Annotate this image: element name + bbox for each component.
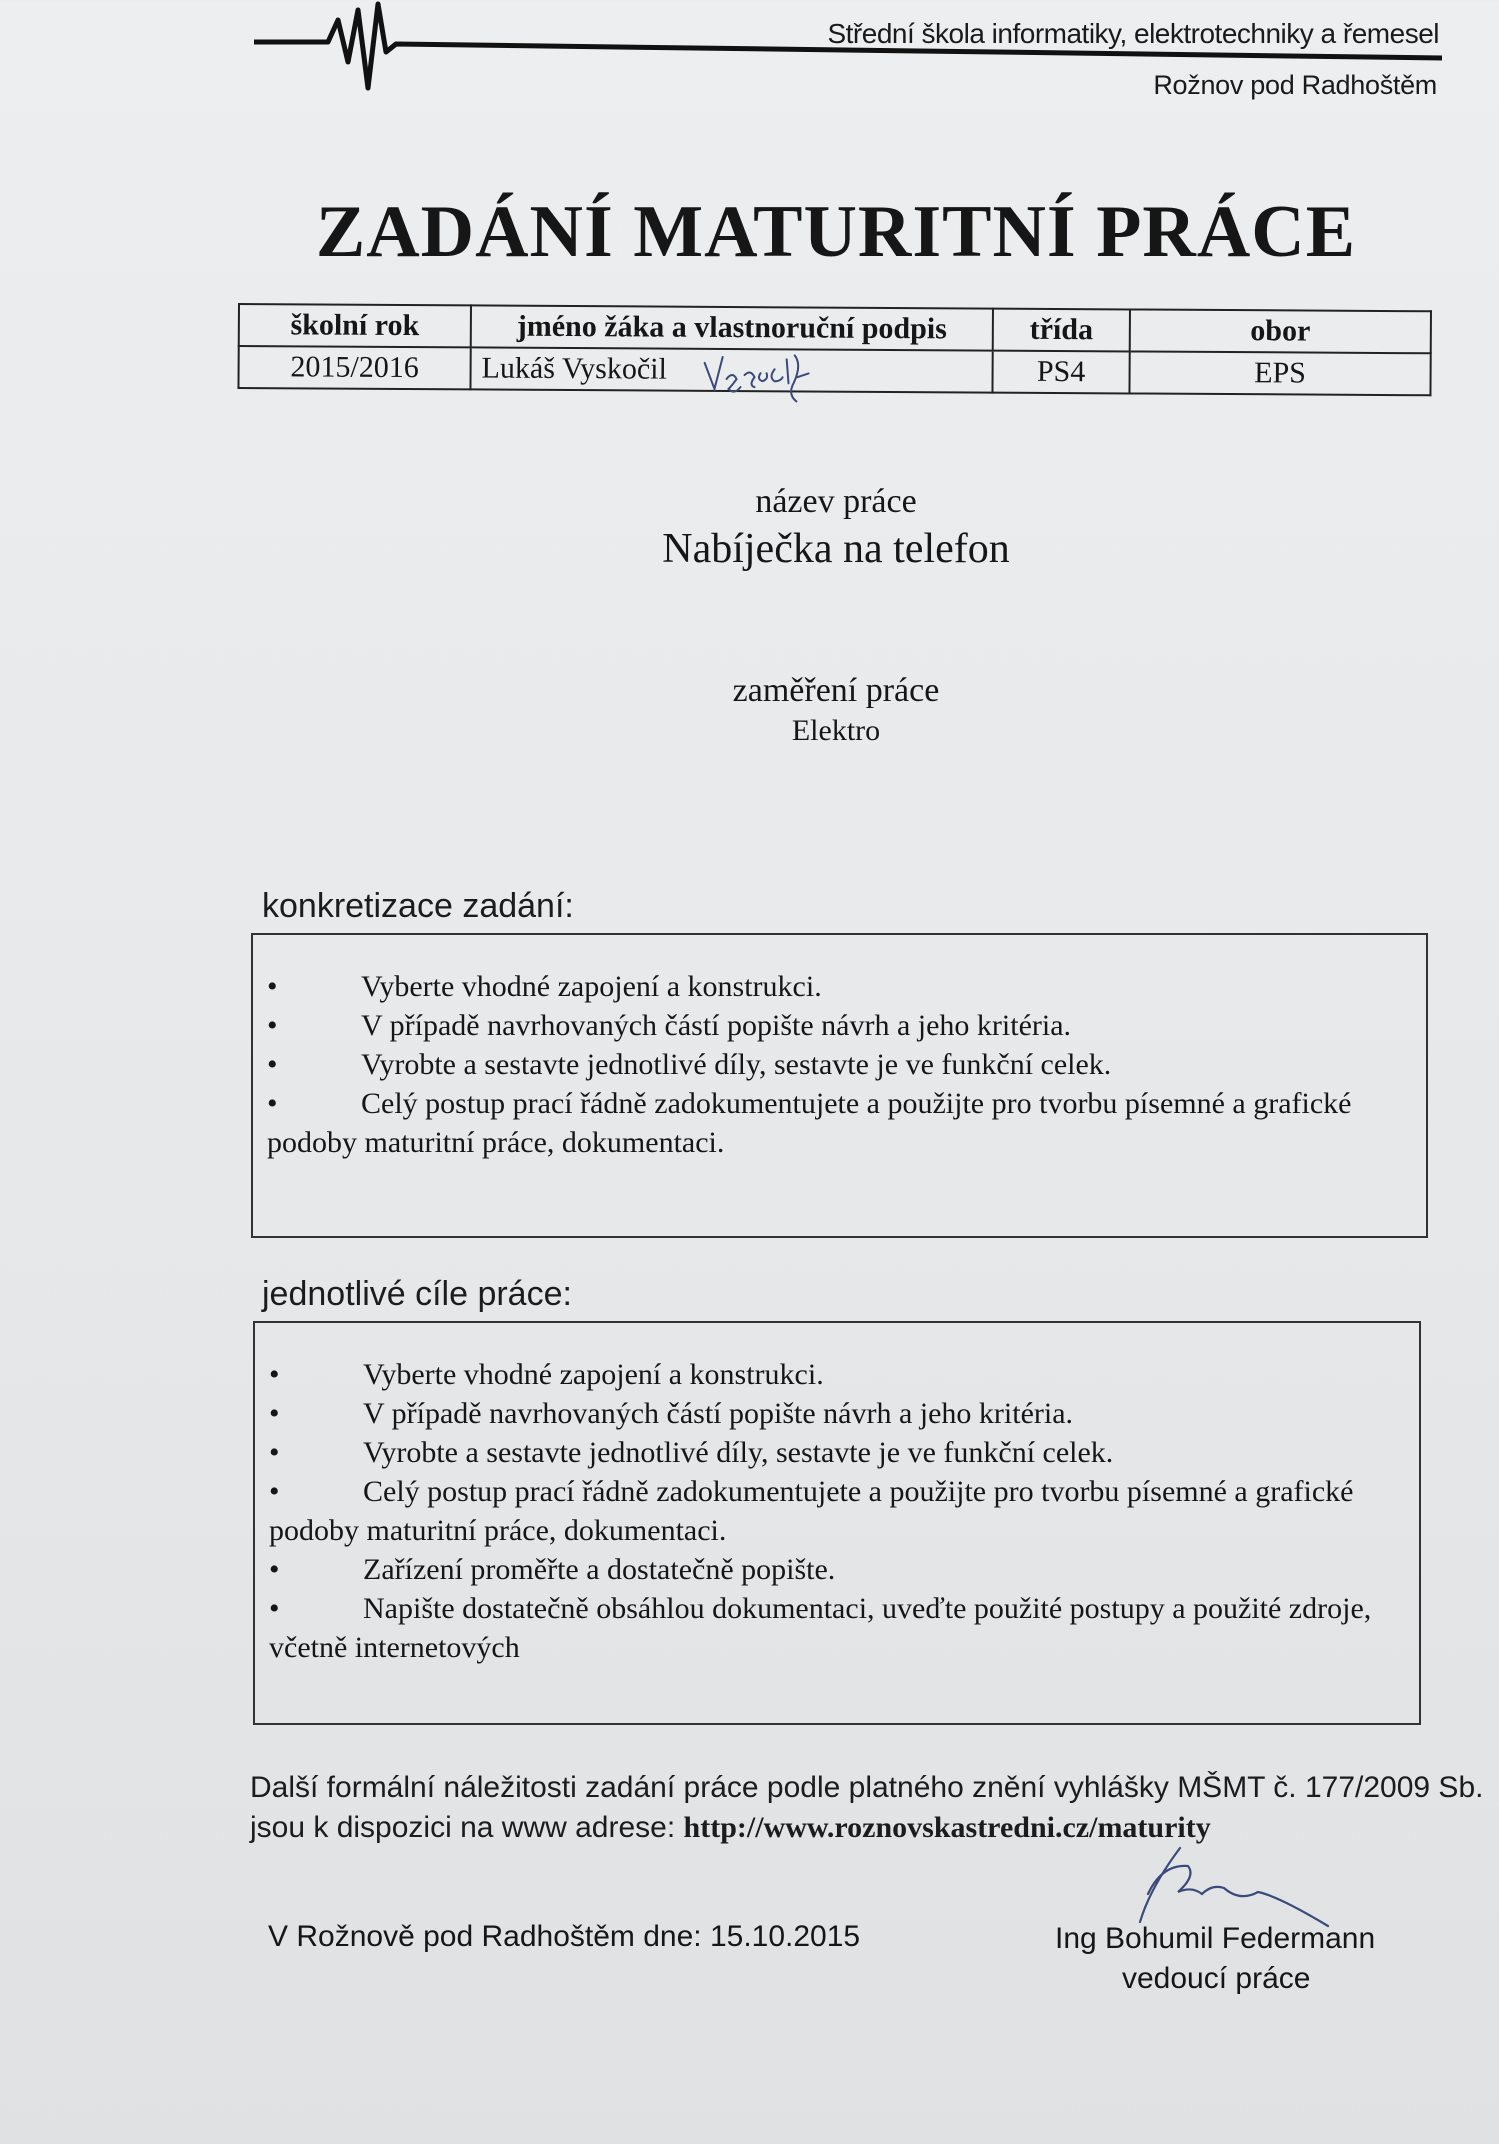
list-item: • V případě navrhovaných částí popište návrh a jeho kritéria. bbox=[267, 1009, 1072, 1042]
specification-heading: konkretizace zadání: bbox=[262, 887, 574, 925]
list-item: • Vyberte vhodné zapojení a konstrukci. bbox=[269, 1358, 824, 1391]
maturity-url-link[interactable]: http://www.roznovskastredni.cz/maturity bbox=[683, 1811, 1211, 1844]
list-item: • Vyrobte a sestavte jednotlivé díly, sestavte je ve funkční celek. bbox=[269, 1436, 1114, 1469]
focus-label: zaměření práce bbox=[732, 672, 940, 709]
table-header-row bbox=[239, 304, 1431, 353]
table-row bbox=[238, 346, 1430, 395]
header-student-name: jméno žáka a vlastnoruční podpis bbox=[471, 305, 993, 350]
work-title-label: název práce bbox=[755, 483, 917, 520]
student-name-cell bbox=[470, 347, 992, 392]
list-item: • Vyberte vhodné zapojení a konstrukci. bbox=[267, 970, 822, 1003]
school-name: Střední škola informatiky, elektrotechniky a řemesel bbox=[827, 18, 1439, 49]
goals-heading: jednotlivé cíle práce: bbox=[262, 1275, 572, 1313]
work-title-value: Nabíječka na telefon bbox=[662, 526, 1010, 572]
list-item: • V případě navrhovaných částí popište návrh a jeho kritéria. bbox=[269, 1397, 1074, 1430]
list-item: • Napište dostatečně obsáhlou dokumentaci, uveďte použité postupy a použité zdroje, včetně internetových bbox=[269, 1592, 1372, 1664]
specification-box bbox=[251, 933, 1428, 1238]
header-class: třída bbox=[993, 309, 1130, 352]
focus-value: Elektro bbox=[791, 714, 881, 747]
class-value: PS4 bbox=[992, 351, 1129, 394]
field-value: EPS bbox=[1129, 351, 1430, 395]
list-item: • Celý postup prací řádně zadokumentujete a použijte pro tvorbu písemné a grafické podoby maturitní práce, dokumentaci. bbox=[269, 1475, 1354, 1547]
focus-block bbox=[0, 672, 1499, 748]
note-line-2: jsou k dispozici na www adrese: http://www.roznovskastredni.cz/maturity bbox=[250, 1811, 1211, 1844]
goals-box bbox=[253, 1321, 1421, 1725]
note-line-1: Další formální náležitosti zadání práce podle platného znění vyhlášky MŠMT č. 177/2009 Sb. bbox=[250, 1771, 1484, 1804]
list-item: • Celý postup prací řádně zadokumentujete a použijte pro tvorbu písemné a grafické podoby maturitní práce, dokumentaci. bbox=[267, 1087, 1352, 1159]
supervisor-name: Ing Bohumil Federmann bbox=[1055, 1922, 1376, 1955]
supervisor-role: vedoucí práce bbox=[1122, 1962, 1311, 1995]
header-field: obor bbox=[1130, 309, 1431, 353]
student-info-table bbox=[237, 303, 1432, 396]
place-and-date: V Rožnově pod Radhoštěm dne: 15.10.2015 bbox=[268, 1920, 861, 1953]
list-item: • Vyrobte a sestavte jednotlivé díly, sestavte je ve funkční celek. bbox=[267, 1048, 1112, 1081]
header-school-year: školní rok bbox=[239, 304, 471, 347]
list-item: • Zařízení proměřte a dostatečně popište. bbox=[269, 1553, 836, 1586]
student-name-value: Lukáš Vyskočil bbox=[481, 351, 667, 386]
work-title-block bbox=[0, 483, 1499, 573]
school-city: Rožnov pod Radhoštěm bbox=[1153, 70, 1437, 100]
school-year-value: 2015/2016 bbox=[238, 346, 470, 389]
document-title: ZADÁNÍ MATURITNÍ PRÁCE bbox=[315, 191, 1357, 273]
formal-requirements-note bbox=[250, 1768, 1483, 1848]
